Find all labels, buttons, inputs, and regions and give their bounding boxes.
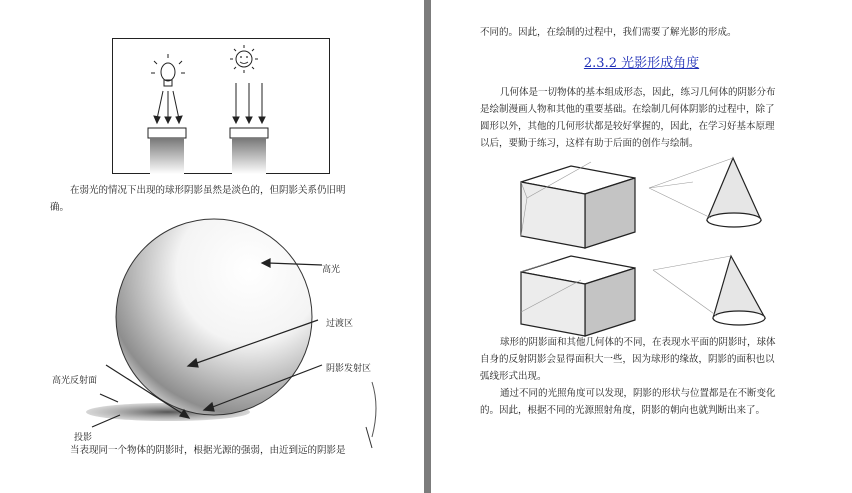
paragraph-angle-line2: 的。因此，根据不同的光源照射角度，阴影的朝向也就判断出来了。 bbox=[480, 405, 766, 416]
sun-icon bbox=[230, 45, 258, 73]
paragraph-bottom: 当表现同一个物体的阴影时，根据光源的强弱，由近到远的阴影是 bbox=[70, 445, 346, 456]
light-source-figure bbox=[112, 38, 330, 174]
paragraph-geometry-line2: 是绘制漫画人物和其他的重要基础。在绘制几何体阴影的过程中，除了 bbox=[480, 104, 775, 115]
left-page bbox=[0, 0, 424, 493]
paragraph-sphere-line3: 弧线形式出现。 bbox=[480, 371, 547, 382]
cube-cone-illustration bbox=[431, 152, 852, 332]
paragraph-top: 不同的。因此，在绘制的过程中，我们需要了解光影的形成。 bbox=[480, 27, 737, 38]
label-shadow-emit: 阴影发射区 bbox=[326, 364, 372, 374]
paragraph-weak-light-line1: 在弱光的情况下出现的球形阴影虽然是淡色的，但阴影关系仍旧明 bbox=[70, 185, 346, 196]
paragraph-weak-light-line2: 确。 bbox=[50, 202, 70, 213]
paragraph-angle-line1: 通过不同的光照角度可以发现，阴影的形状与位置都是在不断变化 bbox=[500, 388, 776, 399]
label-cast-shadow: 投影 bbox=[74, 433, 93, 443]
label-transition: 过渡区 bbox=[326, 319, 354, 329]
right-page bbox=[431, 0, 852, 493]
light-bulb-icon bbox=[151, 54, 185, 86]
paragraph-geometry-line3: 圆形以外，其他的几何形状都是较好掌握的，因此，在学习好基本原理 bbox=[480, 121, 775, 132]
paragraph-geometry-line4: 以后，要勤于练习，这样有助于后面的创作与绘制。 bbox=[480, 138, 699, 149]
label-highlight: 高光 bbox=[322, 265, 341, 275]
paragraph-geometry-line1: 几何体是一切物体的基本组成形态，因此，练习几何体的阴影分布 bbox=[500, 87, 776, 98]
paragraph-sphere-line2: 自身的反射阴影会显得面积大一些，因为球形的缘故，阴影的面积也以 bbox=[480, 354, 775, 365]
paragraph-sphere-line1: 球形的阴影面和其他几何体的不同，在表现水平面的阴影时，球体 bbox=[500, 337, 776, 348]
section-heading: 2.3.2 光影形成角度 bbox=[583, 56, 700, 71]
page-divider bbox=[424, 0, 431, 493]
label-highlight-reflect: 高光反射面 bbox=[52, 376, 98, 386]
light-source-illustration bbox=[113, 39, 331, 175]
